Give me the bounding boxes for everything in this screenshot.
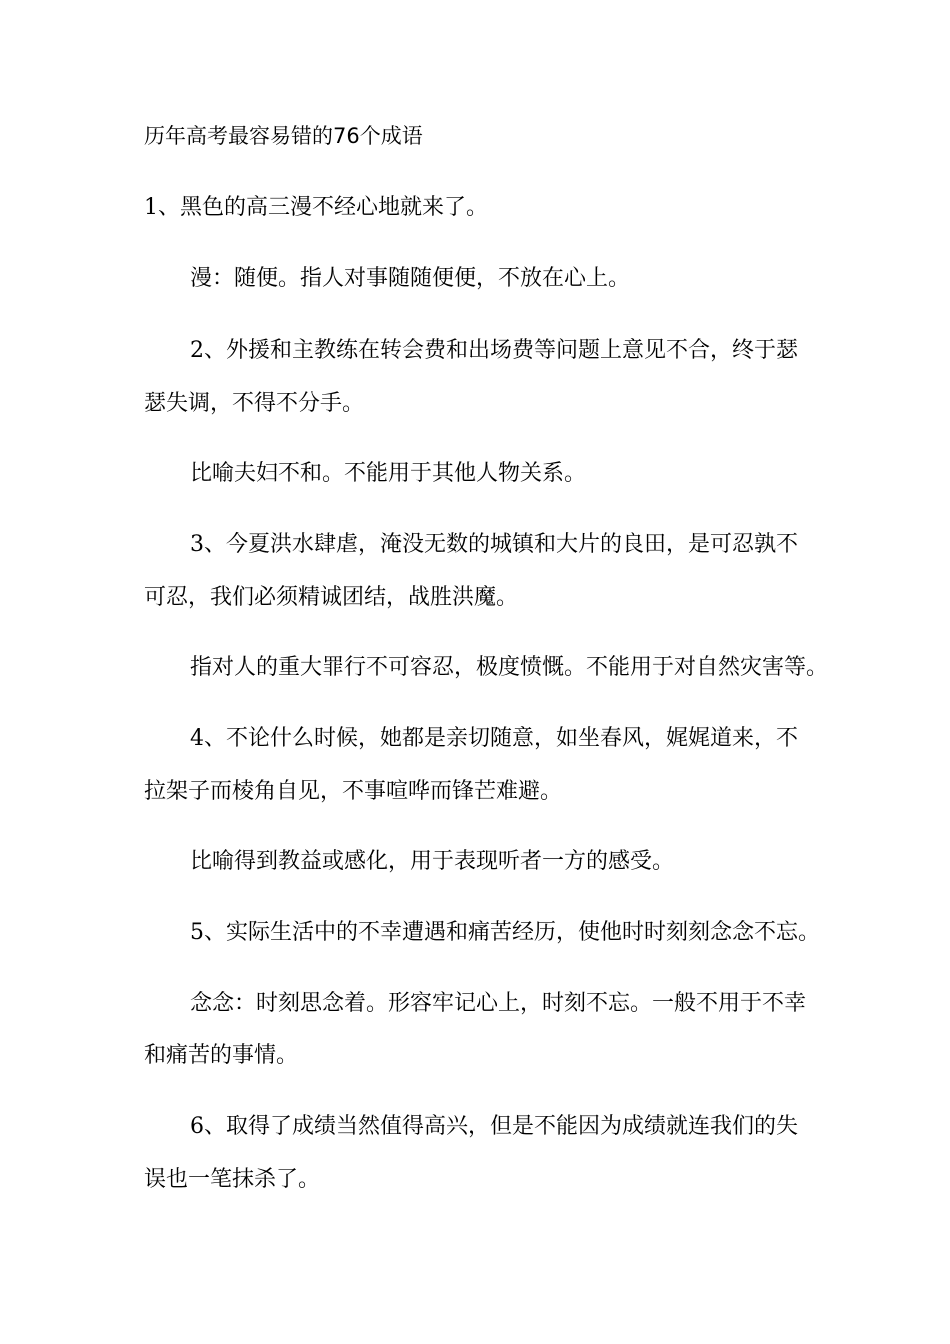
paragraph-line: 2、外援和主教练在转会费和出场费等问题上意见不合，终于瑟 — [190, 338, 798, 363]
document-title: 历年高考最容易错的76个成语 — [144, 124, 423, 148]
paragraph-line: 1、黑色的高三漫不经心地就来了。 — [144, 195, 488, 220]
paragraph-line: 可忍，我们必须精诚团结，战胜洪魔。 — [144, 585, 519, 610]
paragraph-line: 误也一笔抹杀了。 — [144, 1167, 321, 1192]
paragraph-line: 拉架子而棱角自见，不事喧哗而锋芒难避。 — [144, 779, 563, 804]
paragraph-line: 比喻得到教益或感化，用于表现听者一方的感受。 — [190, 849, 675, 874]
paragraph-line: 4、不论什么时候，她都是亲切随意，如坐春风，娓娓道来，不 — [190, 726, 798, 751]
paragraph-line: 瑟失调，不得不分手。 — [144, 391, 365, 416]
paragraph-line: 和痛苦的事情。 — [144, 1043, 299, 1068]
paragraph-line: 指对人的重大罪行不可容忍，极度愤慨。不能用于对自然灾害等。 — [190, 655, 829, 680]
paragraph-line: 念念：时刻思念着。形容牢记心上，时刻不忘。一般不用于不幸 — [190, 991, 807, 1016]
paragraph-line: 漫：随便。指人对事随随便便，不放在心上。 — [190, 266, 631, 291]
paragraph-line: 5、实际生活中的不幸遭遇和痛苦经历，使他时时刻刻念念不忘。 — [190, 920, 820, 945]
paragraph-line: 3、今夏洪水肆虐，淹没无数的城镇和大片的良田，是可忍孰不 — [190, 532, 798, 557]
paragraph-line: 比喻夫妇不和。不能用于其他人物关系。 — [190, 461, 587, 486]
paragraph-line: 6、取得了成绩当然值得高兴，但是不能因为成绩就连我们的失 — [190, 1114, 798, 1139]
